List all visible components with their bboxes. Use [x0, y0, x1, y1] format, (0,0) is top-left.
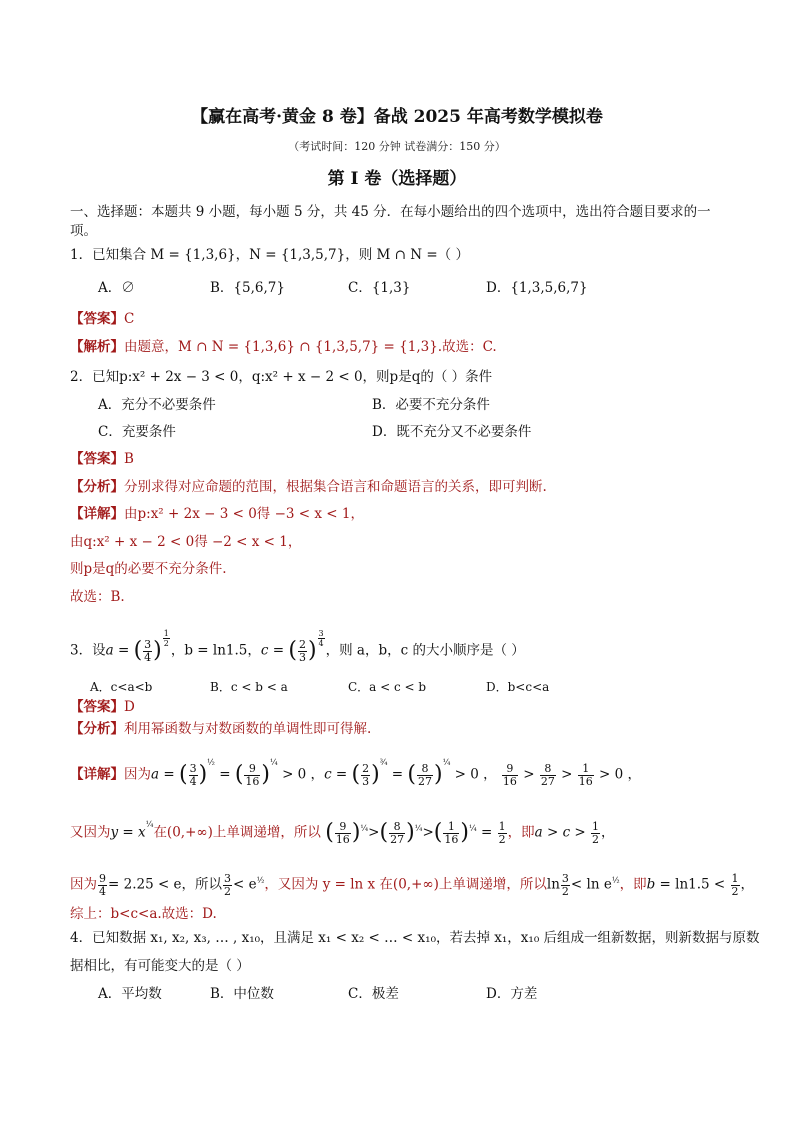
- q2-option-a: A．充分不必要条件: [98, 397, 216, 413]
- q3-fenxi-row: [70, 720, 371, 738]
- detail-label: 【详解】: [70, 766, 124, 783]
- section-instructions-cont: 项。: [70, 223, 97, 239]
- q2-detail-4: 故选：B.: [70, 589, 125, 605]
- q3-option-a: A．c<a<b: [90, 680, 153, 694]
- q3-detail-2: 又因为$y = x^{\frac{1}{4}}$在(0,+∞)上单调递增，所以 ( $\frac{9}{16}$ )$^{\frac{1}{4}}$>( $\frac{8}{27}$ )$^{\frac{1}{4}}$>( $\frac{1}{16}$ )$^{\frac{1}{4}}$ = $\frac{1}{2}$ ，即a > c > $\frac{1}{2}$ ，: [70, 819, 615, 846]
- q2-fenxi-row: [70, 478, 547, 496]
- q2-detail-1: 由p:x² + 2x − 3 < 0得 −3 < x < 1，: [124, 506, 364, 522]
- q3-fenxi: 利用幂函数与对数函数的单调性即可得解.: [124, 721, 372, 737]
- q2-detail-3: 则p是q的必要不充分条件.: [70, 561, 227, 577]
- answer-label: 【答案】: [70, 311, 124, 327]
- q3-detail-1: 【详解】因为a = ( $\frac{3}{4}$ )$^{\frac{1}{2}}$ = ( $\frac{9}{16}$ )$^{\frac{1}{4}}$ > 0 ，c = ( $\frac{2}{3}$ )$^{\frac{3}{4}}$ = ( $\frac{8}{27}$ )$^{\frac{1}{4}}$ > 0 ， $\frac{9}{16}$ > $\frac{8}{27}$ > $\frac{1}{16}$ > 0 ，: [70, 758, 642, 788]
- fenxi-label: 【分析】: [70, 479, 124, 495]
- q1-answer: C: [124, 311, 135, 327]
- q1-answer-row: [70, 310, 134, 328]
- q1-option-b: B．{5,6,7}: [210, 280, 285, 296]
- q2-fenxi: 分别求得对应命题的范围，根据集合语言和命题语言的关系，即可判断.: [124, 479, 547, 495]
- part-heading: 第 I 卷（选择题）: [327, 169, 467, 189]
- q3-answer: D: [124, 699, 135, 715]
- q1-option-a: A．∅: [98, 280, 135, 296]
- q4-stem-2: 据相比，有可能变大的是（ ）: [70, 958, 250, 974]
- fenxi-label: 【分析】: [70, 721, 124, 737]
- q2-answer-row: [70, 450, 134, 468]
- q2-answer: B: [124, 451, 134, 467]
- q2-option-b: B．必要不充分条件: [372, 397, 490, 413]
- q2-option-d: D．既不充分又不必要条件: [372, 424, 532, 440]
- q3-conclusion: 综上：b<c<a.故选：D.: [70, 906, 217, 922]
- section-instructions: 一、选择题：本题共 9 小题，每小题 5 分，共 45 分．在每小题给出的四个选项中，选出符合题目要求的一: [70, 204, 711, 220]
- exam-title: 【赢在高考·黄金 8 卷】备战 2025 年高考数学模拟卷: [191, 107, 603, 127]
- exam-subtitle: （考试时间：120 分钟 试卷满分：150 分）: [288, 140, 506, 153]
- q1-analysis: 由题意，M ∩ N = {1,3,6} ∩ {1,3,5,7} = {1,3}.故选：C.: [124, 339, 497, 355]
- q4-option-c: C．极差: [348, 986, 399, 1002]
- q3-option-b: B．c < b < a: [210, 680, 288, 694]
- q1-option-d: D．{1,3,5,6,7}: [486, 280, 588, 296]
- q3-option-c: C．a < c < b: [348, 680, 427, 694]
- q1-option-c: C．{1,3}: [348, 280, 411, 296]
- q2-option-c: C．充要条件: [98, 424, 176, 440]
- answer-label: 【答案】: [70, 451, 124, 467]
- detail-label: 【详解】: [70, 506, 124, 522]
- q4-stem-1: 4．已知数据 x₁, x₂, x₃, … , x₁₀，且满足 x₁ < x₂ < … < x₁₀，若去掉 x₁，x₁₀ 后组成一组新数据，则新数据与原数: [70, 930, 760, 946]
- q2-detail-2: 由q:x² + x − 2 < 0得 −2 < x < 1，: [70, 534, 302, 550]
- analysis-label: 【解析】: [70, 339, 124, 355]
- q4-option-d: D．方差: [486, 986, 538, 1002]
- answer-label: 【答案】: [70, 699, 124, 715]
- q1-stem: 1．已知集合 M = {1,3,6}，N = {1,3,5,7}，则 M ∩ N =（ ）: [70, 247, 469, 263]
- q3-detail-3: 因为 $\frac{9}{4}$ = 2.25 < e，所以 $\frac{3}{2}$ < $e^{\frac{1}{2}}$，又因为 y = ln x 在(0,+∞)上单调递增，所以ln $\frac{3}{2}$ < $\ln e^{\frac{1}{2}}$，即b = ln1.5 < $\frac{1}{2}$ ，: [70, 871, 755, 898]
- q3-option-d: D．b<c<a: [486, 680, 550, 694]
- q2-stem: 2．已知p:x² + 2x − 3 < 0，q:x² + x − 2 < 0，则p是q的（ ）条件: [70, 369, 493, 385]
- q3-prefix: 3．设: [70, 642, 106, 659]
- q3-stem: 3．设a = ( $\frac{3}{4}$ ) $^{\frac{1}{2}}$ ，b = ln1.5，c = ( $\frac{2}{3}$ ) $^{\frac{3}{4}}$ ，则 a，b，c 的大小顺序是（ ）: [70, 629, 525, 664]
- q4-option-b: B．中位数: [210, 986, 274, 1002]
- q3-suffix: ，则 a，b，c 的大小顺序是（ ）: [325, 642, 525, 659]
- q3-part-b: ，b = ln1.5，: [170, 642, 261, 659]
- q2-detail-row: [70, 505, 364, 523]
- q4-option-a: A．平均数: [98, 986, 162, 1002]
- q3-answer-row: [70, 698, 135, 716]
- q1-analysis-row: [70, 338, 497, 356]
